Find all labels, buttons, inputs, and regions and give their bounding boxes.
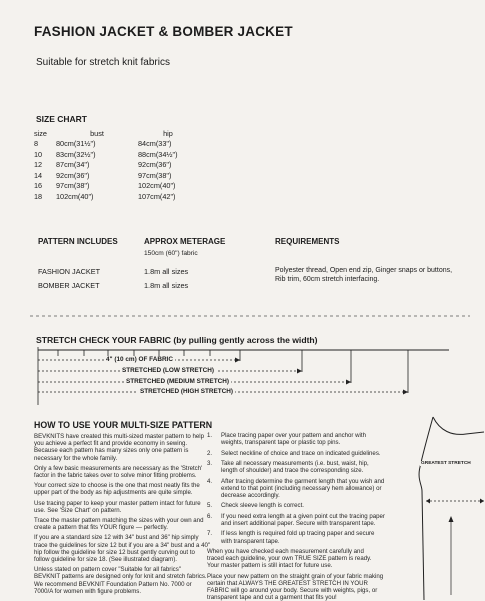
intro-line: you achieve a perfect fit and provide economy in sewing. (34, 440, 188, 448)
bust-cell: 102cm(40") (56, 191, 94, 201)
closing-paragraph (207, 573, 385, 601)
pattern-item-fashion-jacket: FASHION JACKET (38, 267, 101, 276)
size-chart-row (34, 149, 198, 160)
size-cell: 16 (34, 181, 43, 191)
size-cell: 14 (34, 170, 43, 180)
size-chart-row (34, 181, 198, 192)
size-chart-row (34, 139, 198, 150)
step-item (207, 502, 385, 509)
intro-line: necessary for the whole family. (34, 454, 118, 462)
bust-cell: 80cm(31½") (56, 139, 96, 149)
how-to-intro (34, 433, 210, 598)
intro-line: hip follow the guideline for size 12 bust gently curving out to (34, 548, 195, 556)
bust-cell: 97cm(38") (56, 181, 90, 191)
size-cell: 18 (34, 191, 43, 201)
step-item (207, 513, 385, 527)
step-item (207, 460, 385, 474)
requirements-line: Polyester thread, Open end zip, Ginger snaps or buttons, (275, 267, 453, 274)
bodice-outline-diagram (410, 405, 485, 600)
pattern-item-bomber-jacket: BOMBER JACKET (38, 281, 100, 290)
intro-line: 7000/A for women with figure problems. (34, 587, 142, 595)
intro-line: factor in the fabric takes over to solve minor fitting problems. (34, 472, 197, 480)
bust-column-header: bust (90, 128, 104, 138)
intro-line: Unless stated on pattern cover "Suitable for all fabrics" (34, 566, 181, 574)
hip-cell: 102cm(40") (138, 181, 176, 191)
step-text: length of shoulder) and trace the corresponding size. (221, 467, 364, 475)
step-number: 1. (207, 432, 213, 439)
size-chart-row (34, 191, 198, 202)
step-number: 6. (207, 512, 213, 520)
page-title: FASHION JACKET & BOMBER JACKET (34, 24, 293, 39)
size-chart-table (34, 128, 198, 202)
bust-cell: 87cm(34") (56, 160, 90, 170)
stretch-bar-label: STRETCHED (MEDIUM STRETCH) (126, 378, 229, 385)
step-text: decrease accordingly. (221, 491, 280, 499)
step-text: and insert additional paper. Secure with transparent tape. (221, 519, 376, 527)
closing-line: transparent tape and cut a garment that fits you! (207, 594, 337, 601)
hip-cell: 97cm(38") (138, 170, 172, 180)
intro-line: use. See 'Size Chart' on pattern. (34, 506, 122, 514)
intro-line: Your correct size to choose is the one that most neatly fits the (34, 482, 200, 490)
step-text: extend to that point (including necessary hem allowance) or (221, 484, 382, 492)
closing-line: traced each guideline, your own TRUE SIZE pattern is ready. (207, 555, 372, 563)
size-column-header: size (34, 128, 47, 138)
step-number: 2. (207, 449, 213, 457)
hip-cell: 84cm(33") (138, 139, 172, 149)
page-subtitle: Suitable for stretch knit fabrics (36, 57, 170, 68)
stretch-gauge (34, 345, 454, 407)
hip-cell: 88cm(34½") (138, 149, 178, 159)
requirements-heading: REQUIREMENTS (275, 237, 340, 246)
step-number: 3. (207, 459, 213, 467)
size-chart-header-row (34, 128, 198, 139)
step-text: with transparent tape. (221, 537, 280, 545)
size-cell: 12 (34, 160, 43, 170)
intro-line: We recommend BEVKNIT Foundation Pattern No. 7000 or (34, 580, 192, 588)
closing-line: When you have checked each measurement carefully and (207, 547, 364, 555)
size-chart-heading: SIZE CHART (36, 114, 87, 124)
bust-cell: 92cm(36") (56, 170, 90, 180)
intro-line: follow guideline for size 18. (See illustrated diagram). (34, 556, 177, 564)
section-divider (30, 313, 470, 319)
intro-line: trace the guidelines for size 12 but if you are a 34" bust and a 40" (34, 541, 211, 549)
meterage-fashion-jacket: 1.8m all sizes (144, 267, 189, 276)
size-chart-row (34, 160, 198, 171)
intro-line: Because each pattern has many sizes only one pattern is (34, 447, 189, 455)
greatest-stretch-label: GREATEST STRETCH (421, 461, 471, 466)
size-cell: 8 (34, 139, 39, 149)
step-text: Place tracing paper over your pattern and anchor with (221, 432, 366, 439)
step-text: Select neckline of choice and trace on indicated guidelines. (221, 449, 381, 457)
stretch-bar-label: STRETCHED (LOW STRETCH) (122, 367, 214, 374)
step-text: weights, transparent tape or plastic top pins. (221, 439, 341, 447)
how-to-steps (207, 432, 385, 601)
step-text: After tracing determine the garment length that you wish and (221, 477, 385, 485)
stretch-check-heading: STRETCH CHECK YOUR FABRIC (by pulling gently across the width) (36, 335, 318, 345)
closing-line: Your master pattern is still intact for future use. (207, 562, 333, 570)
size-cell: 10 (34, 149, 43, 159)
size-chart-row (34, 170, 198, 181)
pattern-includes-heading: PATTERN INCLUDES (38, 237, 118, 246)
hip-cell: 107cm(42") (138, 191, 176, 201)
intro-line: If you are a standard size 12 with 34" bust and 36" hip simply (34, 534, 199, 542)
step-number: 7. (207, 530, 213, 538)
intro-line: Use tracing paper to keep your master pattern intact for future (34, 499, 201, 507)
step-item (207, 450, 385, 457)
step-text: Take all necessary measurements (i.e. bust, waist, hip, (221, 459, 369, 467)
stretch-bar-label: STRETCHED (HIGH STRETCH) (140, 388, 234, 395)
step-item (207, 478, 385, 500)
closing-paragraph (207, 548, 385, 570)
stretch-bar-label: 4" (10 cm) OF FABRIC (106, 356, 173, 363)
meterage-heading: APPROX METERAGE (144, 237, 226, 246)
intro-line: create a pattern that fits YOUR figure — perfectly. (34, 524, 168, 532)
step-number: 5. (207, 502, 213, 510)
intro-line: Trace the master pattern matching the sizes with your own and (34, 517, 204, 525)
bust-cell: 83cm(32½") (56, 149, 96, 159)
step-item (207, 530, 385, 544)
step-number: 4. (207, 477, 213, 485)
closing-line: FABRIC will go around your body. Secure with weights, pigs, or (207, 586, 378, 594)
hip-cell: 92cm(36") (138, 160, 172, 170)
how-to-heading: HOW TO USE YOUR MULTI-SIZE PATTERN (34, 420, 213, 430)
step-item (207, 432, 385, 446)
hip-column-header: hip (163, 128, 173, 138)
closing-line: certain that ALWAYS THE GREATEST STRETCH IN YOUR (207, 579, 368, 587)
step-text: If less length is required fold up tracing paper and secure (221, 530, 375, 538)
meterage-bomber-jacket: 1.8m all sizes (144, 281, 189, 290)
intro-line: upper part of the body as hip adjustments are quite simple. (34, 489, 193, 497)
step-text: If you need extra length at a given point cut the tracing paper (221, 512, 385, 520)
step-text: Check sleeve length is correct. (221, 502, 304, 510)
intro-line: BEVKNITS have created this multi-sized master pattern to help (34, 433, 205, 440)
meterage-fabric-width: 150cm (60") fabric (144, 250, 198, 257)
intro-line: BEVKNIT patterns are designed only for knit and stretch fabrics. (34, 573, 207, 581)
closing-line: Place your new pattern on the straight grain of your fabric making (207, 572, 384, 580)
intro-line: Only a few basic measurements are necessary as the 'Stretch' (34, 464, 203, 472)
requirements-line: Rib trim, 60cm stretch interfacing. (275, 276, 380, 283)
